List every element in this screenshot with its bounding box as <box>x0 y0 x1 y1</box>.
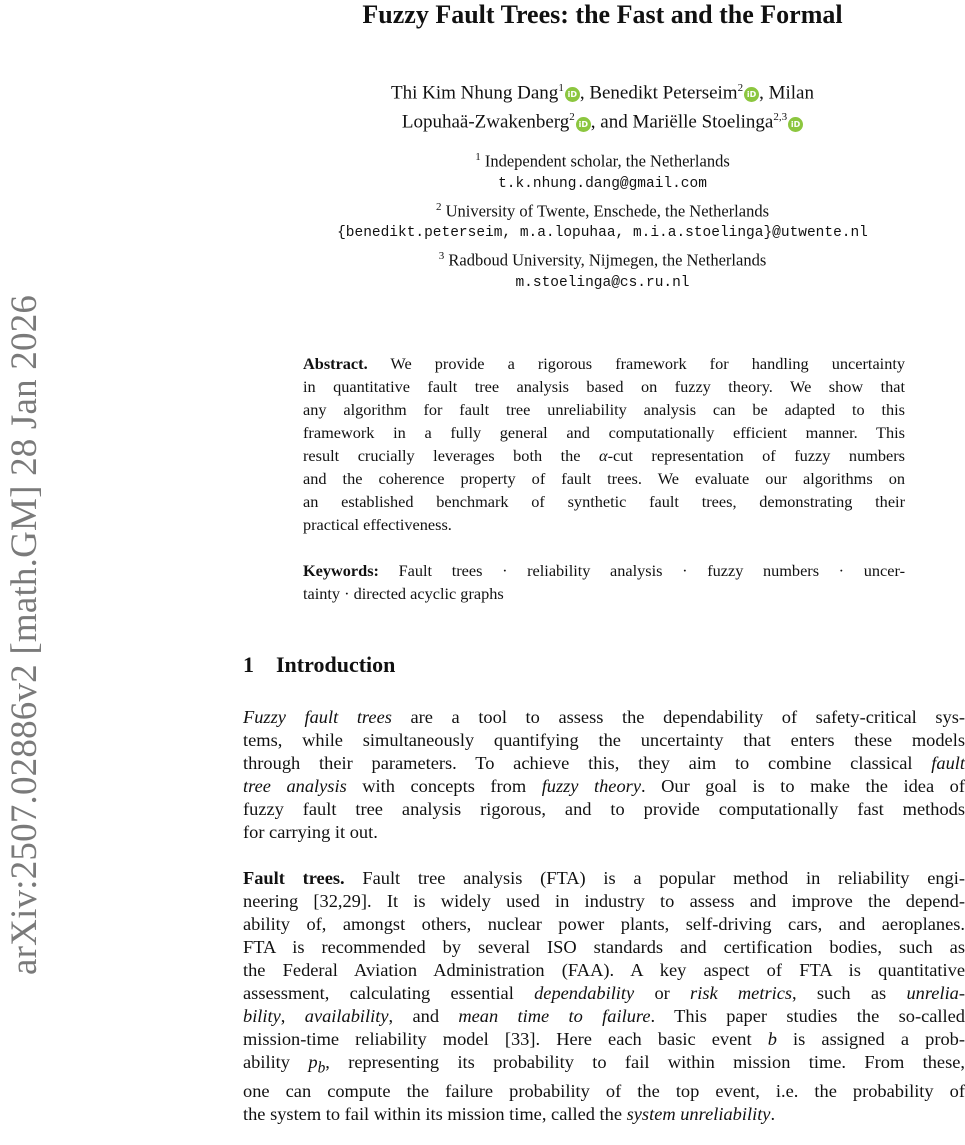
affiliation <box>240 245 965 272</box>
text-line <box>243 1103 965 1126</box>
paper-title: Fuzzy Fault Trees: the Fast and the Formal <box>362 0 843 29</box>
text-run: , and <box>388 1006 459 1026</box>
author-name: Thi Kim Nhung Dang <box>391 82 559 104</box>
bold-run: Keywords: <box>303 561 379 580</box>
affiliation-text: University of Twente, Enschede, the Netherlands <box>441 201 770 220</box>
affiliation-number: 3 <box>438 250 445 262</box>
text-line <box>243 1028 965 1051</box>
text-run: framework in a fully general and computationally efficient manner. This <box>303 423 905 442</box>
text-line <box>303 490 905 513</box>
text-line <box>303 467 905 490</box>
italic-run: fault <box>931 753 965 773</box>
text-run: is assigned a prob- <box>776 1029 965 1049</box>
affiliation-email: t.k.nhung.dang@gmail.com <box>498 175 707 192</box>
text-run: in quantitative fault tree analysis based on fuzzy theory. We show that <box>303 377 905 396</box>
text-run: ability <box>243 1052 309 1072</box>
text-run: FTA is recommended by several ISO standards and certification bodies, such as <box>243 937 965 957</box>
section-heading <box>243 652 395 678</box>
text-line <box>243 982 965 1005</box>
text-line <box>243 706 965 729</box>
text-line <box>303 375 905 398</box>
italic-run: system unreliability <box>626 1103 771 1124</box>
italic-run: Fuzzy fault trees <box>243 707 392 727</box>
text-run: are a tool to assess the dependability of safety-critical sys- <box>391 707 965 727</box>
bold-run: Fault trees. <box>243 868 345 888</box>
text-run: the Federal Aviation Administration (FAA). A key aspect of FTA is quantitative <box>243 960 965 980</box>
text-run: for carrying it out. <box>243 822 378 842</box>
section-number: 1 <box>243 652 254 677</box>
text-line <box>243 1080 965 1103</box>
italic-run: risk metrics <box>690 983 793 1003</box>
text-line <box>243 729 965 752</box>
author-affiliation-mark: 2 <box>737 82 744 94</box>
text-run: , representing its probability to fail within mission time. From these, <box>325 1052 965 1072</box>
italic-run: availability <box>304 1006 389 1026</box>
text-line <box>243 890 965 913</box>
text-line <box>303 513 905 536</box>
text-run: We provide a rigorous framework for handling uncertainty <box>367 354 905 373</box>
text-run: any algorithm for fault tree unreliability analysis can be adapted to this <box>303 400 905 419</box>
text-run: the system to fail within its mission time, called the <box>243 1103 627 1124</box>
text-run: practical effectiveness. <box>303 515 452 534</box>
text-line <box>303 352 905 375</box>
text-line <box>243 936 965 959</box>
text-run: , <box>280 1006 305 1026</box>
author-name: Mariëlle Stoelinga <box>632 111 774 133</box>
text-run: Fault trees · reliability analysis · fuzzy numbers · uncer- <box>378 561 905 580</box>
italic-run: dependability <box>534 983 635 1003</box>
affiliation-number: 2 <box>435 200 442 213</box>
affiliation <box>240 146 965 173</box>
affiliation-email: {benedikt.peterseim, m.a.lopuhaa, m.i.a.stoelinga}@utwente.nl <box>337 225 868 241</box>
text-run: assessment, calculating essential <box>243 983 535 1003</box>
subscript: b <box>317 1059 326 1077</box>
section-title: Introduction <box>276 652 396 677</box>
affiliation-text: Radboud University, Nijmegen, the Netherlands <box>444 250 767 270</box>
italic-run: bility <box>243 1006 281 1026</box>
author-list <box>240 76 965 135</box>
text-line <box>303 559 905 582</box>
text-line <box>243 775 965 798</box>
text-run: tems, while simultaneously quantifying the uncertainty that enters these models <box>243 730 965 750</box>
intro-paragraph-2 <box>243 867 965 1126</box>
italic-run: p <box>308 1052 318 1072</box>
affiliation-email: m.stoelinga@cs.ru.nl <box>515 274 690 291</box>
text-run: . Our goal is to make the idea of <box>641 776 965 796</box>
text-run: fuzzy fault tree analysis rigorous, and to provide computationally fast methods <box>243 799 965 819</box>
text-run: neering [32,29]. It is widely used in industry to assess and improve the depend- <box>243 891 965 911</box>
affiliations <box>240 146 965 295</box>
italic-run: mean time to failure <box>458 1006 651 1026</box>
author-name: Benedikt Peterseim <box>589 82 738 104</box>
italic-run: fuzzy theory <box>541 776 641 796</box>
orcid-icon[interactable]: iD <box>576 117 591 132</box>
bold-run: Abstract. <box>303 354 368 373</box>
text-run: through their parameters. To achieve this, they aim to combine classical <box>243 753 932 773</box>
text-run: result crucially leverages both the <box>303 446 600 465</box>
text-run: or <box>634 983 691 1003</box>
text-run: mission-time reliability model [33]. Here each basic event <box>243 1029 768 1049</box>
abstract <box>303 352 905 536</box>
orcid-icon[interactable]: iD <box>565 87 580 102</box>
affiliation-text: Independent scholar, the Netherlands <box>480 151 730 171</box>
text-line <box>243 867 965 890</box>
separator: , <box>579 82 590 104</box>
text-line <box>243 913 965 936</box>
text-line <box>243 798 965 821</box>
text-run: . This paper studies the so-called <box>650 1006 965 1026</box>
text-line <box>303 398 905 421</box>
author-name: Lopuhaä-Zwakenberg <box>401 111 570 133</box>
text-run: . <box>770 1103 776 1124</box>
separator: , and <box>590 111 633 133</box>
text-line <box>243 821 965 844</box>
separator: , Milan <box>759 82 814 104</box>
text-line <box>243 959 965 982</box>
italic-run: b <box>767 1029 777 1049</box>
text-run: tainty · directed acyclic graphs <box>303 584 504 603</box>
text-run: an established benchmark of synthetic fault trees, demonstrating their <box>303 492 905 511</box>
text-line <box>243 752 965 775</box>
italic-run: α <box>599 446 608 465</box>
intro-paragraph-1 <box>243 706 965 844</box>
author-affiliation-mark: 2 <box>569 111 575 124</box>
author-affiliation-mark: 2,3 <box>773 111 788 124</box>
italic-run: tree analysis <box>243 776 347 796</box>
arxiv-stamp: arXiv:2507.02886v2 [math.GM] 28 Jan 2026 <box>4 294 45 975</box>
author-affiliation-mark: 1 <box>558 82 564 94</box>
orcid-icon[interactable]: iD <box>788 117 803 132</box>
keywords <box>303 559 905 605</box>
text-line <box>243 1005 965 1028</box>
text-line <box>303 421 905 444</box>
orcid-icon[interactable]: iD <box>744 87 759 102</box>
text-run: , such as <box>792 983 907 1003</box>
text-run: with concepts from <box>346 776 542 796</box>
text-run: ability of, amongst others, nuclear power plants, self-driving cars, and aeroplanes. <box>243 914 965 934</box>
text-run: one can compute the failure probability of the top event, i.e. the probability of <box>243 1080 965 1101</box>
text-run: Fault tree analysis (FTA) is a popular method in reliability engi- <box>344 868 965 888</box>
text-line <box>303 582 905 605</box>
text-line <box>303 444 905 467</box>
text-run: and the coherence property of fault trees. We evaluate our algorithms on <box>303 469 905 488</box>
italic-run: unrelia- <box>906 983 965 1003</box>
affiliation-number: 1 <box>475 151 481 163</box>
affiliation <box>240 196 965 223</box>
text-line <box>243 1051 965 1080</box>
text-run: -cut representation of fuzzy numbers <box>607 446 905 465</box>
